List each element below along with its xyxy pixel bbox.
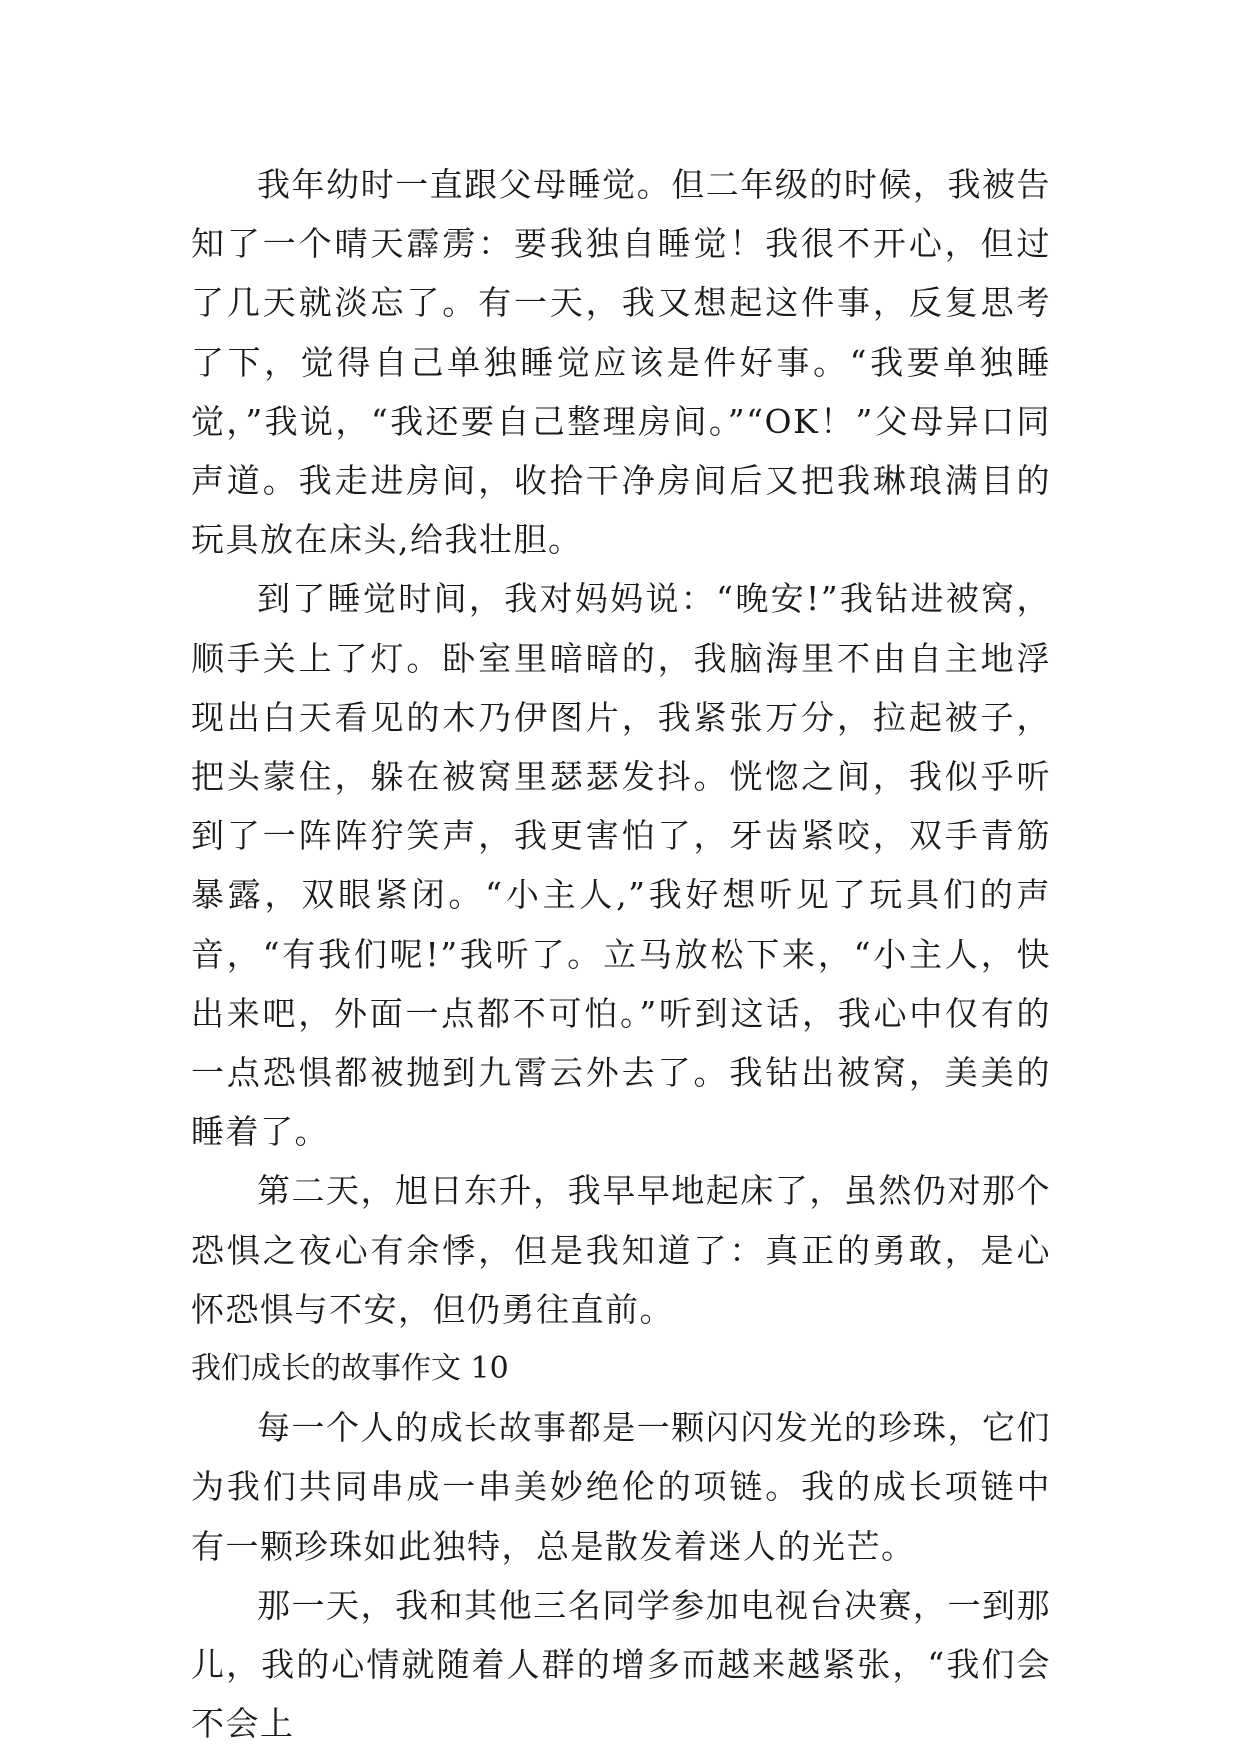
paragraph-sleep-alone-decision: 我年幼时一直跟父母睡觉。但二年级的时候，我被告知了一个晴天霹雳：要我独自睡觉！我很不开心，但过了几天就淡忘了。有一天，我又想起这件事，反复思考了下，觉得自己单独睡觉应该是件好事。“我要单独睡觉，”我说，“我还要自己整理房间。”“OK！”父母异口同声道。我走进房间，收拾干净房间后又把我琳琅满目的玩具放在床头,给我壮胆。 bbox=[191, 165, 1051, 560]
paragraph-pearl-metaphor: 每一个人的成长故事都是一颗闪闪发光的珍珠，它们为我们共同串成一串美妙绝伦的项链。我的成长项链中有一颗珍珠如此独特，总是散发着迷人的光芒。 bbox=[191, 1408, 1051, 1566]
paragraph-next-morning: 第二天，旭日东升，我早早地起床了，虽然仍对那个恐惧之夜心有余悸，但是我知道了：真正的勇敢，是心怀恐惧与不安，但仍勇往直前。 bbox=[191, 1171, 1051, 1329]
paragraph-tv-final: 那一天，我和其他三名同学参加电视台决赛，一到那儿，我的心情就随着人群的增多而越来越紧张，“我们会不会上 bbox=[191, 1585, 1051, 1744]
section-title: 我们成长的故事作文 10 bbox=[191, 1351, 509, 1387]
paragraph-bedtime-fear: 到了睡觉时间，我对妈妈说：“晚安!”我钻进被窝，顺手关上了灯。卧室里暗暗的，我脑海里不由自主地浮现出白天看见的木乃伊图片，我紧张万分，拉起被子，把头蒙住，躲在被窝里瑟瑟发抖。恍惚之间，我似乎听到了一阵阵狞笑声，我更害怕了，牙齿紧咬，双手青筋暴露，双眼紧闭。“小主人,”我好想听见了玩具们的声音，“有我们呢!”我听了。立马放松下来，“小主人，快出来吧，外面一点都不可怕。”听到这话，我心中仅有的一点恐惧都被抛到九霄云外去了。我钻出被窝，美美的睡着了。 bbox=[191, 579, 1051, 1152]
document-body bbox=[191, 155, 1051, 1753]
